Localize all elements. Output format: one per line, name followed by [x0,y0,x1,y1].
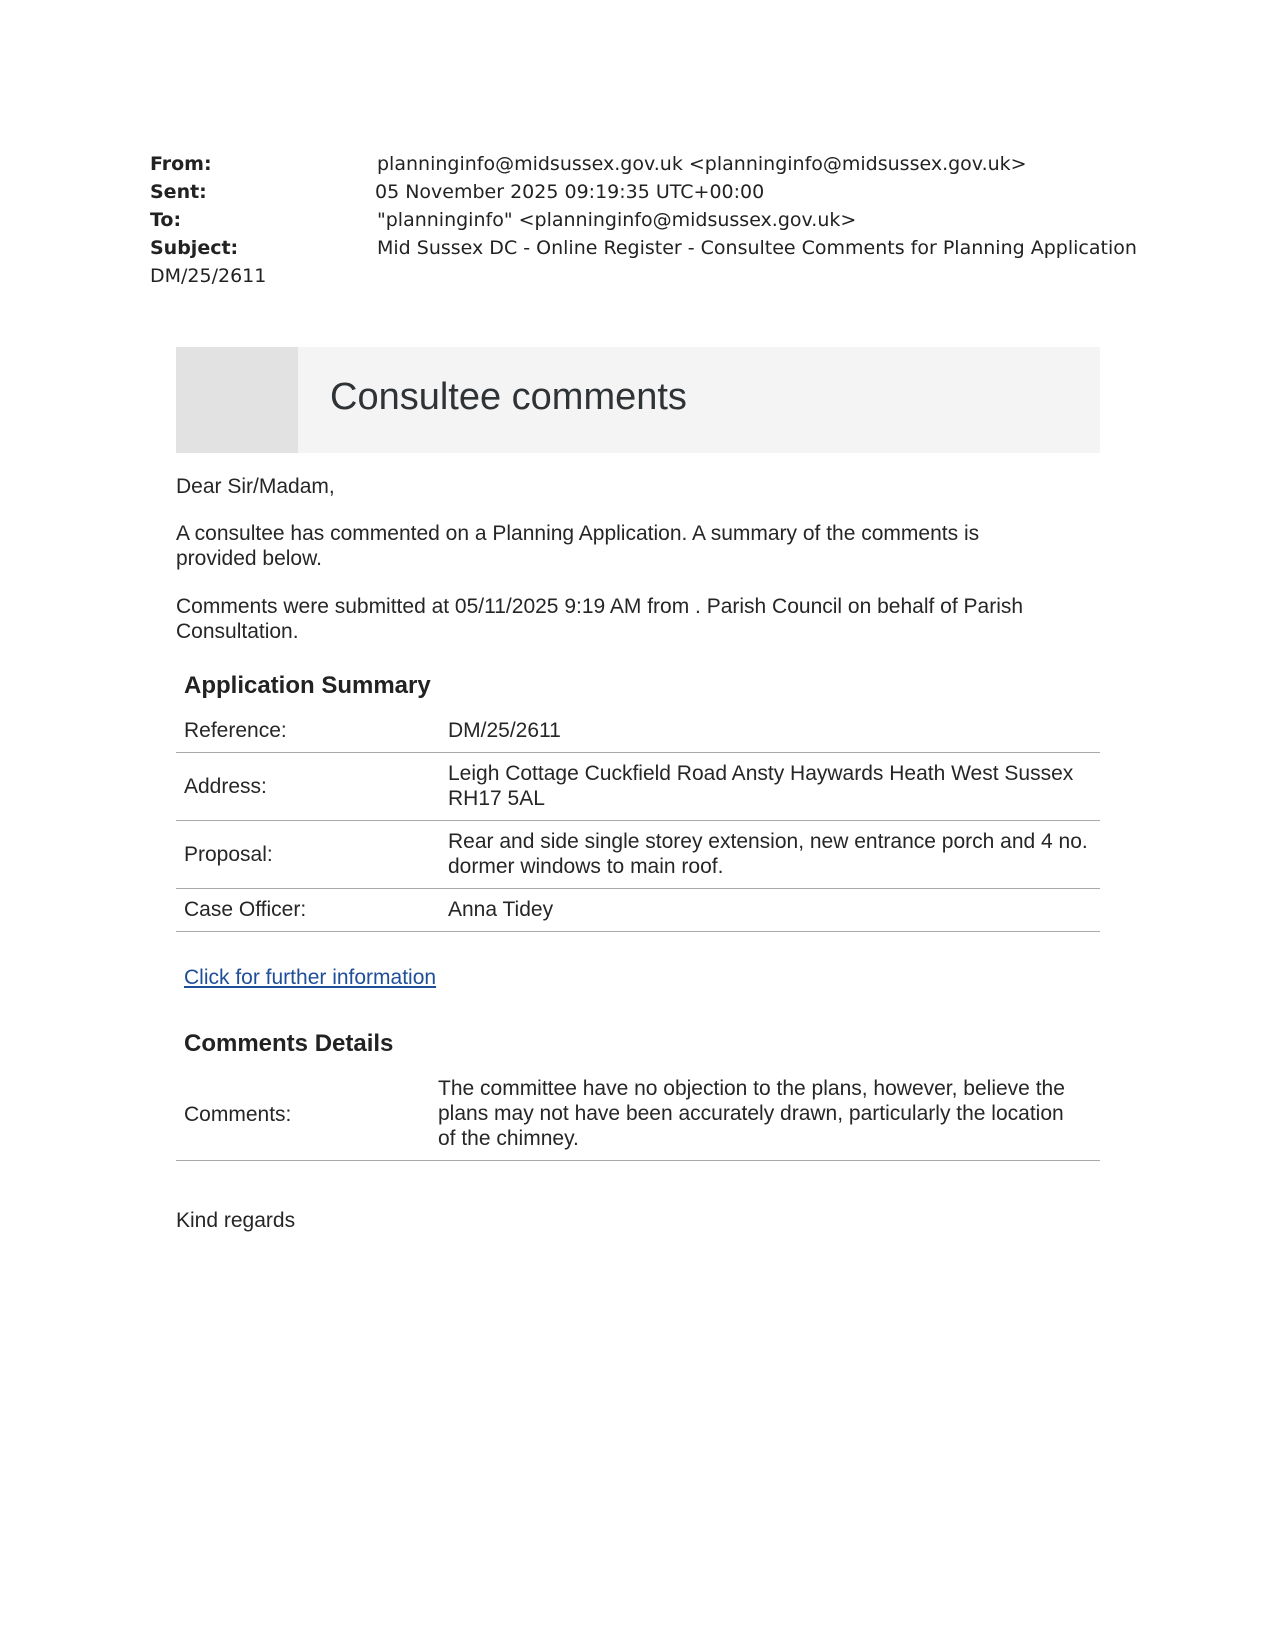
address-label: Address: [184,775,267,798]
application-summary-table [176,710,1100,932]
case-officer-value: Anna Tidey [448,898,554,921]
banner-side-block [176,347,298,453]
subject-value-continued: DM/25/2611 [150,265,267,287]
subject-label: Subject: [150,237,239,259]
table-row [176,889,1100,932]
submitted-paragraph: Comments were submitted at 05/11/2025 9:19 AM from . Parish Council on behalf of Parish Consultation. [176,595,1024,643]
from-value: planninginfo@midsussex.gov.uk <planninginfo@midsussex.gov.uk> [377,153,1027,175]
email-header [150,150,1160,290]
table-row [176,710,1100,753]
comments-details-table [176,1068,1100,1161]
sent-row [150,178,1160,206]
closing: Kind regards [176,1209,296,1232]
application-summary-heading: Application Summary [184,672,431,699]
reference-label: Reference: [184,719,287,742]
further-information-link[interactable]: Click for further information [184,966,437,989]
greeting: Dear Sir/Madam, [176,475,335,498]
sent-value: 05 November 2025 09:19:35 UTC+00:00 [375,181,765,203]
from-row [150,150,1160,178]
reference-value: DM/25/2611 [448,719,561,742]
from-label: From: [150,153,212,175]
to-value: "planninginfo" <planninginfo@midsussex.gov.uk> [377,209,857,231]
table-row [176,821,1100,889]
address-value: Leigh Cottage Cuckfield Road Ansty Haywards Heath West Sussex RH17 5AL [448,762,1074,810]
consultee-banner [176,347,1100,453]
sent-label: Sent: [150,181,207,203]
to-row [150,206,1160,234]
banner-title: Consultee comments [330,376,687,418]
table-row [176,1068,1100,1161]
comments-details-heading: Comments Details [184,1030,394,1057]
summary-paragraph: A consultee has commented on a Planning Application. A summary of the comments is provided below. [176,522,980,570]
comments-value: The committee have no objection to the plans, however, believe the plans may not have been accurately drawn, particularly the location of the chimney. [438,1077,1065,1150]
case-officer-label: Case Officer: [184,898,307,921]
comments-label: Comments: [184,1103,292,1126]
to-label: To: [150,209,182,231]
proposal-label: Proposal: [184,843,273,866]
subject-row [150,234,1160,262]
table-row [176,753,1100,821]
subject-value: Mid Sussex DC - Online Register - Consultee Comments for Planning Application [377,237,1137,259]
proposal-value: Rear and side single storey extension, new entrance porch and 4 no. dormer windows to main roof. [448,830,1088,878]
